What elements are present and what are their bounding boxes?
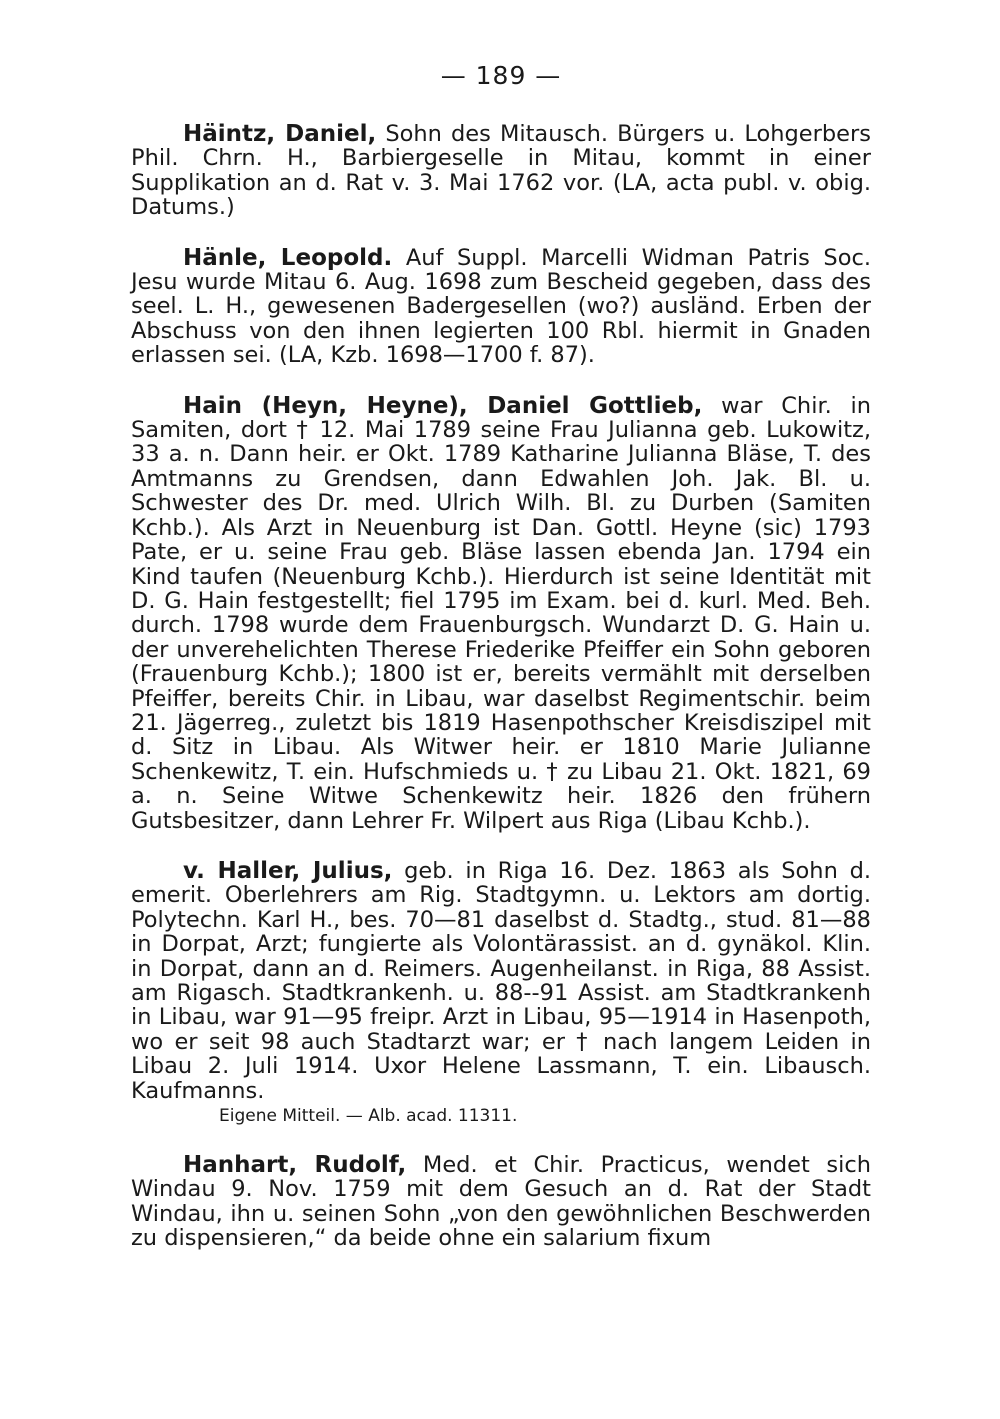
entry-text: war Chir. in Samiten, dort † 12. Mai 1789 seine Frau Julianna geb. Lukowitz, 33 a. n. Dann heir. er Okt. 1789 Katharine Julianna Bläse, T. des Amtmanns zu Grendsen, dann Edwahlen Joh. Jak. Bl. u. Schwester des Dr. med. Ulrich Wilh. Bl. zu Durben (Samiten Kchb.). Als Arzt in Neuenburg ist Dan. Gottl. Heyne (sic) 1793 Pate, er u. seine Frau geb. Bläse lassen ebenda Jan. 1794 ein Kind taufen (Neuenburg Kchb.). Hierdurch ist seine Identität mit D. G. Hain festgestellt; fiel 1795 im Exam. bei d. kurl. Med. Beh. durch. 1798 wurde dem Frauenburgsch. Wundarzt D. G. Hain u. der unverehelichten Therese Friederike Pfeiffer ein Sohn geboren (Frauenburg Kchb.); 1800 ist er, bereits vermählt mit derselben Pfeiffer, bereits Chir. in Libau, war daselbst Regimentschir. beim 21. Jägerreg., zuletzt bis 1819 Hasenpothscher Kreisdiszipel mit d. Sitz in Libau. Als Witwer heir. er 1810 Marie Julianne Schenkewitz, T. ein. Hufschmieds u. † zu Libau 21. Okt. 1821, 69 a. n. Seine Witwe Schenkewitz heir. 1826 den frühern Gutsbesitzer, dann Lehrer Fr. Wilpert aus Riga (Libau Kchb.).: [131, 392, 871, 834]
entry-headword: Hanhart, Rudolf,: [183, 1152, 407, 1179]
page-number: — 189 —: [440, 61, 562, 90]
entry-haeintz: [131, 122, 871, 220]
entry-headword: Hänle, Leopold.: [183, 244, 393, 271]
entry-headword: v. Haller, Julius,: [183, 857, 393, 884]
entry-source: Eigene Mitteil. — Alb. acad. 11311.: [219, 1106, 518, 1127]
entry-text: geb. in Riga 16. Dez. 1863 als Sohn d. emerit. Oberlehrers am Rig. Stadtgymn. u. Lektors am dortig. Polytechn. Karl H., bes. 70—81 daselbst d. Stadtg., stud. 81—88 in Dorpat, Arzt; fungierte als Volontärassist. an d. gynäkol. Klin. in Dorpat, dann an d. Reimers. Augenheilanst. in Riga, 88 Assist. am Rigasch. Stadtkrankenh. u. 88--91 Assist. am Stadtkrankenh in Libau, war 91—95 freipr. Arzt in Libau, 95—1914 in Hasenpoth, wo er seit 98 auch Stadtarzt war; er † nach langem Leiden in Libau 2. Juli 1914. Uxor Helene Lassmann, T. ein. Libausch. Kaufmanns.: [131, 857, 872, 1104]
entry-headword: Hain (Heyn, Heyne), Daniel Gottlieb,: [183, 392, 703, 419]
entry-text: Sohn des Mitausch. Bürgers u. Lohgerbers Phil. Chrn. H., Barbiergeselle in Mitau, kommt in einer Supplikation an d. Rat v. 3. Mai 1762 vor. (LA, acta publ. v. obig. Datums.): [131, 121, 871, 221]
entry-text: Med. et Chir. Practicus, wendet sich Windau 9. Nov. 1759 mit dem Gesuch an d. Rat der Stadt Windau, ihn u. seinen Sohn „von den gewöhnlichen Beschwerden zu dispensieren,“ da beide ohne ein salarium fixum: [131, 1152, 872, 1252]
entry-hanhart: [131, 1153, 871, 1251]
entry-text: Auf Suppl. Marcelli Widman Patris Soc. Jesu wurde Mitau 6. Aug. 1698 zum Bescheid gegeben, dass des seel. L. H., gewesenen Badergesellen (wo?) ausländ. Erben der Abschuss von den ihnen legierten 100 Rbl. hiermit in Gnaden erlassen sei. (LA, Kzb. 1698—1700 f. 87).: [131, 244, 871, 369]
entry-headword: Häintz, Daniel,: [183, 121, 377, 147]
book-page: [131, 62, 871, 1277]
entry-haenle: [131, 246, 871, 368]
entry-hain: [131, 394, 871, 833]
entry-haller: [131, 859, 871, 1127]
